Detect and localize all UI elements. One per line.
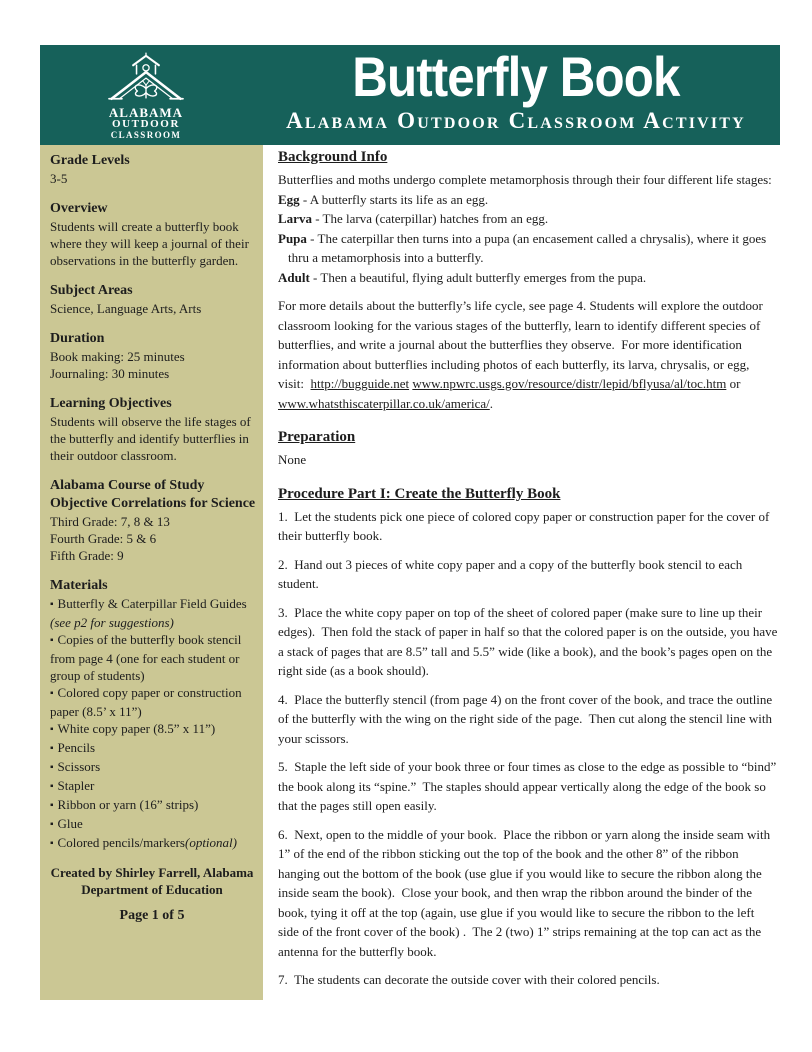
course-of-study-line-2: Fourth Grade: 5 & 6 bbox=[50, 531, 157, 546]
info-sidebar bbox=[40, 145, 263, 1000]
life-stage-larva: Larva - The larva (caterpillar) hatches from an egg. bbox=[278, 211, 549, 226]
procedure-part-1-heading: Procedure Part I: Create the Butterfly Book bbox=[278, 485, 561, 502]
bullet-square-icon: ▪ bbox=[50, 819, 54, 830]
logo-text-outdoor: OUTDOOR bbox=[111, 118, 181, 131]
sidebar-heading-course-of-study: Alabama Course of Study Objective Correlations for Science bbox=[50, 478, 256, 511]
material-item: ▪ Scissors bbox=[50, 759, 101, 774]
logo-text-classroom: CLASSROOM bbox=[110, 129, 182, 140]
sidebar-heading-subject-areas: Subject Areas bbox=[50, 283, 133, 298]
background-intro: Butterflies and moths undergo complete metamorphosis through their four different life stages: bbox=[278, 172, 772, 187]
sidebar-heading-overview: Overview bbox=[50, 201, 108, 216]
logo-text-alabama: ALABAMA bbox=[108, 104, 184, 120]
bullet-square-icon: ▪ bbox=[50, 724, 54, 735]
schoolhouse-butterfly-icon bbox=[103, 52, 189, 106]
alabama-outdoor-classroom-logo bbox=[40, 45, 252, 145]
material-item: ▪ Glue bbox=[50, 816, 83, 831]
bullet-square-icon: ▪ bbox=[50, 635, 54, 646]
procedure-step-3: 3. Place the white copy paper on top of the sheet of colored paper (make sure to line up their edges). Then fold the stack of paper in half so that the colored paper is on the outside, you have a stack of pages that are 8.5” tall and 5.5” wide (like a book), and the book’s pages open on the right side (as a book should). bbox=[278, 604, 781, 678]
material-item: ▪ Copies of the butterfly book stencil from page 4 (one for each student or group of students) bbox=[50, 632, 242, 683]
material-item: ▪ Butterfly & Caterpillar Field Guides (see p2 for suggestions) bbox=[50, 596, 247, 630]
sidebar-heading-duration: Duration bbox=[50, 331, 105, 346]
procedure-step-4: 4. Place the butterfly stencil (from page 4) on the front cover of the book, and trace the outline of the butterfly with the wing on the right side of the page. Then cut along the stencil line with your scissors. bbox=[278, 691, 776, 746]
grade-levels-value: 3-5 bbox=[50, 171, 68, 186]
material-item: ▪ Stapler bbox=[50, 778, 95, 793]
more-info-paragraph: For more details about the butterfly’s life cycle, see page 4. Students will explore the outdoor classroom looking for the various stages of the butterfly, learn to identify different species of butterflies, and write a journal about the butterflies they observe. For more identification information about butterflies including photos of each butterfly, its larva, chrysalis, or egg, visit: http://bugguide.net www.npwrc.usgs.gov/resource/distr/lepid/bflyusa/al/toc.htm or www.whatsthiscaterpillar.co.uk/america/. bbox=[278, 298, 767, 411]
overview-text: Students will create a butterfly book where they will keep a journal of their observations in the butterfly garden. bbox=[50, 219, 253, 268]
credit-text: Created by Shirley Farrell, Alabama Department of Education bbox=[50, 865, 254, 897]
page-number: Page 1 of 5 bbox=[119, 908, 185, 923]
bullet-square-icon: ▪ bbox=[50, 599, 54, 610]
material-item: ▪ White copy paper (8.5” x 11”) bbox=[50, 721, 216, 736]
page-title: Butterfly Book bbox=[352, 45, 680, 108]
procedure-step-5: 5. Staple the left side of your book three or four times as close to the edge as possible to “bind” the book along its “spine.” The staples should appear vertically along the edge of the book so that the pages still open easily. bbox=[278, 759, 780, 813]
sidebar-heading-materials: Materials bbox=[50, 578, 108, 593]
sidebar-heading-grade-levels: Grade Levels bbox=[50, 153, 130, 168]
procedure-step-1: 1. Let the students pick one piece of colored copy paper or construction paper for the cover of their butterfly book. bbox=[278, 508, 773, 543]
procedure-step-6: 6. Next, open to the middle of your book. Place the ribbon or yarn along the inside seam with 1” of the end of the ribbon sticking out the top of the book and the other 8” of the ribbon hanging out the bottom of the book (use glue if you would like to secure the ribbon along the inside seam the book). Close your book, and then wrap the ribbon around the binder of the book, tying it off at the top (again, use glue if you would like to secure the ribbon to the left side of the front cover of the book) . The 2 (two) 1” strips remaining at the top can act as the antenna for the butterfly book. bbox=[278, 826, 774, 959]
learning-objectives-text: Students will observe the life stages of the butterfly and identify butterflies in their outdoor classroom. bbox=[50, 414, 254, 463]
bullet-square-icon: ▪ bbox=[50, 743, 54, 754]
page-subtitle: Alabama Outdoor Classroom Activity bbox=[286, 108, 746, 134]
header-banner bbox=[40, 45, 780, 145]
preparation-text: None bbox=[278, 452, 307, 467]
material-item: ▪ Pencils bbox=[50, 740, 96, 755]
subject-areas-value: Science, Language Arts, Arts bbox=[50, 301, 202, 316]
preparation-heading: Preparation bbox=[278, 429, 356, 445]
bullet-square-icon: ▪ bbox=[50, 800, 54, 811]
background-info-heading: Background Info bbox=[278, 149, 388, 165]
life-stage-adult: Adult - Then a beautiful, flying adult butterfly emerges from the pupa. bbox=[278, 269, 647, 285]
duration-line-1: Book making: 25 minutes bbox=[50, 349, 185, 364]
bullet-square-icon: ▪ bbox=[50, 688, 54, 699]
npwrc-usgs-link[interactable]: www.npwrc.usgs.gov/resource/distr/lepid/bflyusa/al/toc.htm bbox=[412, 376, 727, 391]
main-content bbox=[278, 147, 781, 999]
procedure-step-7: 7. The students can decorate the outside cover with their colored pencils. bbox=[278, 972, 660, 987]
procedure-step-2: 2. Hand out 3 pieces of white copy paper and a copy of the butterfly book stencil to each student. bbox=[278, 556, 746, 591]
life-stage-pupa: Pupa - The caterpillar then turns into a pupa (an encasement called a chrysalis), where it goes thru a metamorphosis into a butterfly. bbox=[278, 230, 770, 265]
bullet-square-icon: ▪ bbox=[50, 781, 54, 792]
course-of-study-line-3: Fifth Grade: 9 bbox=[50, 548, 124, 563]
whatsthiscaterpillar-link[interactable]: www.whatsthiscaterpillar.co.uk/america/ bbox=[278, 395, 490, 411]
bullet-square-icon: ▪ bbox=[50, 838, 54, 849]
material-item: ▪ Colored copy paper or construction paper (8.5’ x 11”) bbox=[50, 685, 242, 719]
course-of-study-line-1: Third Grade: 7, 8 & 13 bbox=[50, 514, 170, 529]
material-item: ▪ Colored pencils/markers(optional) bbox=[50, 835, 237, 850]
material-item: ▪ Ribbon or yarn (16” strips) bbox=[50, 797, 199, 812]
life-stage-egg: Egg - A butterfly starts its life as an egg. bbox=[278, 191, 489, 207]
bugguide-link[interactable]: http://bugguide.net bbox=[310, 376, 410, 391]
sidebar-heading-learning-objectives: Learning Objectives bbox=[50, 396, 172, 411]
bullet-square-icon: ▪ bbox=[50, 762, 54, 773]
duration-line-2: Journaling: 30 minutes bbox=[50, 366, 170, 381]
